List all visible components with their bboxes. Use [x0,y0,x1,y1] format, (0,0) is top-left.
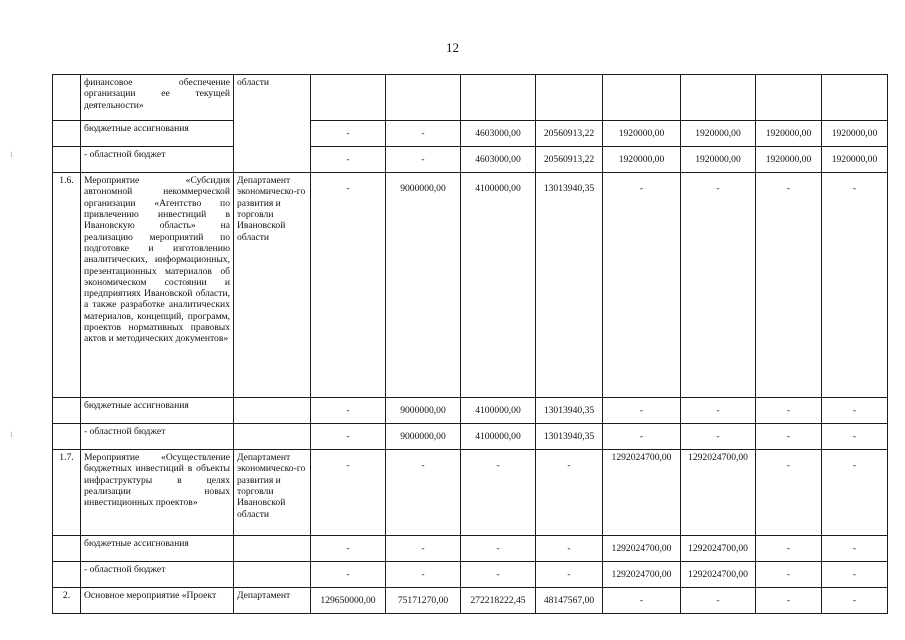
value-cell: 1920000,00 [681,147,756,173]
value-cell: 1292024700,00 [603,562,681,588]
value-cell: 9000000,00 [386,424,461,450]
value-cell: 1292024700,00 [681,450,756,536]
table-row [53,147,888,173]
table-row [53,75,888,121]
row-executor [234,398,311,424]
row-description: бюджетные ассигнования [81,536,234,562]
value-cell [681,75,756,121]
value-cell: - [756,536,822,562]
table-row [53,536,888,562]
row-description: Мероприятие «Осуществление бюджетных инвестиций в объекты инфраструктуры в целях реализации новых инвестиционных проектов» [81,450,234,536]
row-description: - областной бюджет [81,147,234,173]
budget-table [52,74,888,614]
value-cell: - [822,588,888,614]
scan-mark: ⁝ [10,430,13,439]
value-cell: - [681,588,756,614]
table-row [53,450,888,536]
value-cell: - [603,588,681,614]
value-cell: 1920000,00 [681,121,756,147]
value-cell: - [311,536,386,562]
value-cell: 1920000,00 [756,121,822,147]
row-description: Мероприятие «Субсидия автономной некоммерческой организации «Агентство по привлечению инвестиций в Ивановскую область» на реализацию мероприятий по подготовке и изготовлению аналитических, информационных, презентационных материалов об экономическом состоянии и предприятиях Ивановской области, а также разработке аналитических материалов, концепций, программ, проектов нормативных правовых актов и методических документов» [81,173,234,398]
row-description: - областной бюджет [81,562,234,588]
value-cell: 4100000,00 [461,398,536,424]
row-number: 2. [53,588,81,614]
value-cell: - [386,450,461,536]
value-cell: - [822,398,888,424]
row-description: - областной бюджет [81,424,234,450]
row-number: 1.7. [53,450,81,536]
value-cell: - [603,173,681,398]
row-description: бюджетные ассигнования [81,398,234,424]
value-cell: - [756,173,822,398]
value-cell: - [461,562,536,588]
value-cell: 20560913,22 [536,147,603,173]
table-row [53,121,888,147]
row-description: Основное мероприятие «Проект [81,588,234,614]
row-number [53,121,81,147]
value-cell: - [603,398,681,424]
value-cell [461,75,536,121]
value-cell: - [311,173,386,398]
value-cell: - [386,121,461,147]
value-cell: - [756,424,822,450]
value-cell: - [536,562,603,588]
value-cell: 1920000,00 [822,121,888,147]
table-row [53,588,888,614]
value-cell: 1292024700,00 [681,562,756,588]
value-cell: - [311,450,386,536]
value-cell [603,75,681,121]
value-cell: 129650000,00 [311,588,386,614]
value-cell [311,75,386,121]
value-cell: 75171270,00 [386,588,461,614]
row-executor: области [234,75,311,173]
value-cell: 9000000,00 [386,398,461,424]
value-cell: - [822,424,888,450]
value-cell: - [311,424,386,450]
row-executor: Департамент экономическо-го развития и торговли Ивановской области [234,450,311,536]
value-cell [822,75,888,121]
value-cell: - [756,450,822,536]
value-cell: 1920000,00 [603,121,681,147]
value-cell: - [756,588,822,614]
table-row [53,424,888,450]
value-cell: - [822,173,888,398]
value-cell: 1920000,00 [603,147,681,173]
value-cell: - [756,562,822,588]
value-cell: - [822,536,888,562]
row-number [53,75,81,121]
table-row [53,173,888,398]
value-cell: - [386,562,461,588]
value-cell [536,75,603,121]
value-cell: - [681,173,756,398]
value-cell: 272218222,45 [461,588,536,614]
row-number [53,424,81,450]
value-cell: 4603000,00 [461,121,536,147]
value-cell: - [311,562,386,588]
value-cell: - [311,121,386,147]
value-cell: - [756,398,822,424]
table-row [53,398,888,424]
value-cell: - [822,450,888,536]
table-row [53,562,888,588]
value-cell: - [603,424,681,450]
value-cell: - [681,424,756,450]
value-cell: - [536,450,603,536]
value-cell: 48147567,00 [536,588,603,614]
scan-mark: ⁝ [10,150,13,159]
row-executor [234,562,311,588]
row-number [53,147,81,173]
page-number: 12 [446,40,459,55]
row-executor [234,536,311,562]
value-cell: 1292024700,00 [681,536,756,562]
value-cell: 1292024700,00 [603,450,681,536]
value-cell: - [461,536,536,562]
value-cell: 20560913,22 [536,121,603,147]
value-cell: 1920000,00 [756,147,822,173]
value-cell: - [311,398,386,424]
value-cell: 13013940,35 [536,424,603,450]
value-cell: 1292024700,00 [603,536,681,562]
value-cell: 13013940,35 [536,173,603,398]
value-cell: 4100000,00 [461,173,536,398]
row-number [53,536,81,562]
value-cell: 4603000,00 [461,147,536,173]
value-cell: 9000000,00 [386,173,461,398]
value-cell: - [311,147,386,173]
row-description: бюджетные ассигнования [81,121,234,147]
value-cell: - [822,562,888,588]
row-number [53,398,81,424]
row-number [53,562,81,588]
value-cell: - [536,536,603,562]
row-executor [234,424,311,450]
row-number: 1.6. [53,173,81,398]
row-executor: Департамент экономическо-го развития и торговли Ивановской области [234,173,311,398]
value-cell: - [386,536,461,562]
value-cell: - [681,398,756,424]
value-cell: 13013940,35 [536,398,603,424]
value-cell [756,75,822,121]
value-cell [386,75,461,121]
row-description: финансовое обеспечение организации ее текущей деятельности» [81,75,234,121]
value-cell: - [386,147,461,173]
value-cell: 1920000,00 [822,147,888,173]
row-executor: Департамент [234,588,311,614]
value-cell: - [461,450,536,536]
value-cell: 4100000,00 [461,424,536,450]
